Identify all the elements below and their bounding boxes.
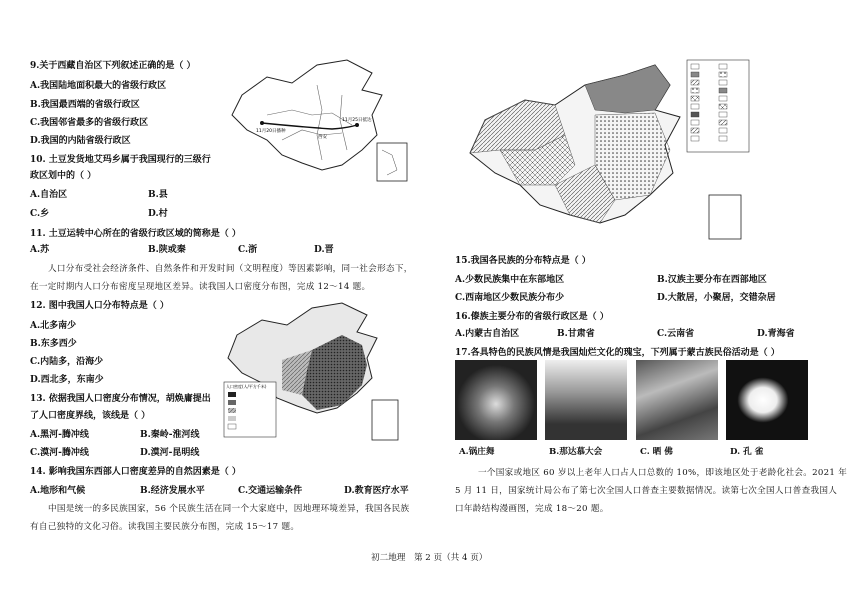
china-route-map xyxy=(222,55,412,185)
q13-stem-line1: 13. 依据我国人口密度分布情况，胡焕庸提出 xyxy=(30,394,211,404)
q13-stem-line2: 了人口密度界线，该线是（ ） xyxy=(30,411,151,421)
ethnic-distribution-map xyxy=(455,55,755,245)
photo-guozhuang-dance[interactable] xyxy=(455,360,537,440)
map1-label-sow: 11月20日播种 xyxy=(256,129,286,134)
q9-option-d[interactable]: D.我国的内陆省级行政区 xyxy=(30,136,131,146)
q17-option-b[interactable]: B.那达慕大会 xyxy=(549,447,603,457)
map1-label-arrive: 11月25日抵达 xyxy=(342,118,372,123)
aging-intro-line3: 口年龄结构漫画图，完成 18～20 题。 xyxy=(455,504,609,514)
q10-stem-line1: 10. 土豆发货地艾玛乡属于我国现行的三级行 xyxy=(30,155,211,165)
photo-naadam-festival[interactable] xyxy=(545,360,627,440)
q15-option-c[interactable]: C.西南地区少数民族分布少 xyxy=(455,293,565,303)
q17-stem: 17.各具特色的民族风情是我国灿烂文化的瑰宝，下列属于蒙古族民俗活动是（ ） xyxy=(455,348,780,358)
ethnic-intro-line2: 有自己独特的文化习俗。读我国主要民族分布图，完成 15～17 题。 xyxy=(30,522,300,532)
q15-stem: 15.我国各民族的分布特点是（ ） xyxy=(455,256,591,266)
q15-option-a[interactable]: A.少数民族集中在东部地区 xyxy=(455,275,565,285)
q10-option-c[interactable]: C.乡 xyxy=(30,209,50,219)
q13-option-c[interactable]: C.漠河-腾冲线 xyxy=(30,448,89,458)
population-intro-line2: 在一定时期内人口分布密度呈现地区差异。读我国人口密度分布图，完成 12～14 题。 xyxy=(30,282,371,292)
aging-intro-line2: 5 月 11 日，国家统计局公布了第七次全国人口普查主要数据情况。读第七次全国人口普查我国人 xyxy=(455,486,838,496)
q13-option-b[interactable]: B.秦岭-淮河线 xyxy=(140,430,200,440)
photo-sunning-buddha[interactable] xyxy=(636,360,718,440)
q9-option-c[interactable]: C.我国邻省最多的省级行政区 xyxy=(30,118,149,128)
q13-option-d[interactable]: D.漠河-昆明线 xyxy=(140,448,200,458)
q11-option-d[interactable]: D.晋 xyxy=(314,245,334,255)
q13-option-a[interactable]: A.黑河-腾冲线 xyxy=(30,430,89,440)
q11-option-b[interactable]: B.陕或秦 xyxy=(148,245,186,255)
q16-option-c[interactable]: C.云南省 xyxy=(657,329,695,339)
q14-stem: 14. 影响我国东西部人口密度差异的自然因素是（ ） xyxy=(30,467,241,477)
q12-option-a[interactable]: A.北多南少 xyxy=(30,321,77,331)
q16-option-d[interactable]: D.青海省 xyxy=(757,329,795,339)
q17-option-c[interactable]: C. 晒 佛 xyxy=(640,447,673,457)
q11-option-a[interactable]: A.苏 xyxy=(30,245,50,255)
q16-option-a[interactable]: A.内蒙古自治区 xyxy=(455,329,520,339)
ethnic-intro-line1: 中国是统一的多民族国家，56 个民族生活在同一个大家庭中，因地理环境差异，我国各民族 xyxy=(48,504,410,514)
q11-option-c[interactable]: C.浙 xyxy=(238,245,258,255)
q9-option-a[interactable]: A.我国陆地面积最大的省级行政区 xyxy=(30,81,167,91)
q16-option-b[interactable]: B.甘肃省 xyxy=(557,329,595,339)
q15-option-b[interactable]: B.汉族主要分布在西部地区 xyxy=(657,275,767,285)
q9-stem: 9.关于西藏自治区下列叙述正确的是（ ） xyxy=(30,61,196,71)
q16-stem: 16.傣族主要分布的省级行政区是（ ） xyxy=(455,312,609,322)
q10-option-b[interactable]: B.县 xyxy=(148,190,168,200)
q14-option-c[interactable]: C.交通运输条件 xyxy=(238,486,303,496)
map1-label-xian: 西安 xyxy=(318,135,327,140)
q10-option-d[interactable]: D.村 xyxy=(148,209,168,219)
pop-legend-title: 人口密度(人/平方千米) xyxy=(226,384,267,389)
q17-option-a[interactable]: A.锅庄舞 xyxy=(459,447,495,457)
q10-option-a[interactable]: A.自治区 xyxy=(30,190,68,200)
q15-option-d[interactable]: D.大散居，小聚居，交错杂居 xyxy=(657,293,776,303)
population-intro-line1: 人口分布受社会经济条件、自然条件和开发时间（文明程度）等因素影响，同一社会形态下， xyxy=(48,264,413,274)
q12-option-d[interactable]: D.西北多，东南少 xyxy=(30,375,104,385)
q12-stem: 12. 图中我国人口分布特点是（ ） xyxy=(30,301,169,311)
q14-option-d[interactable]: D.教育医疗水平 xyxy=(344,486,409,496)
photo-peacock-dance[interactable] xyxy=(726,360,808,440)
q12-option-b[interactable]: B.东多西少 xyxy=(30,339,77,349)
q12-option-c[interactable]: C.内陆多，沿海少 xyxy=(30,357,104,367)
q11-stem: 11. 土豆运转中心所在的省级行政区域的简称是（ ） xyxy=(30,229,241,239)
q14-option-a[interactable]: A.地形和气候 xyxy=(30,486,86,496)
q10-stem-line2: 政区划中的（ ） xyxy=(30,171,97,181)
q14-option-b[interactable]: B.经济发展水平 xyxy=(140,486,205,496)
page-footer: 初二地理 第 2 页（共 4 页） xyxy=(371,553,488,563)
q9-option-b[interactable]: B.我国最西端的省级行政区 xyxy=(30,100,140,110)
population-density-map xyxy=(222,300,402,445)
aging-intro-line1: 一个国家或地区 60 岁以上老年人口占人口总数的 10%，即该地区处于老龄化社会。2021 年 xyxy=(478,468,848,478)
q17-option-d[interactable]: D. 孔 雀 xyxy=(730,447,764,457)
